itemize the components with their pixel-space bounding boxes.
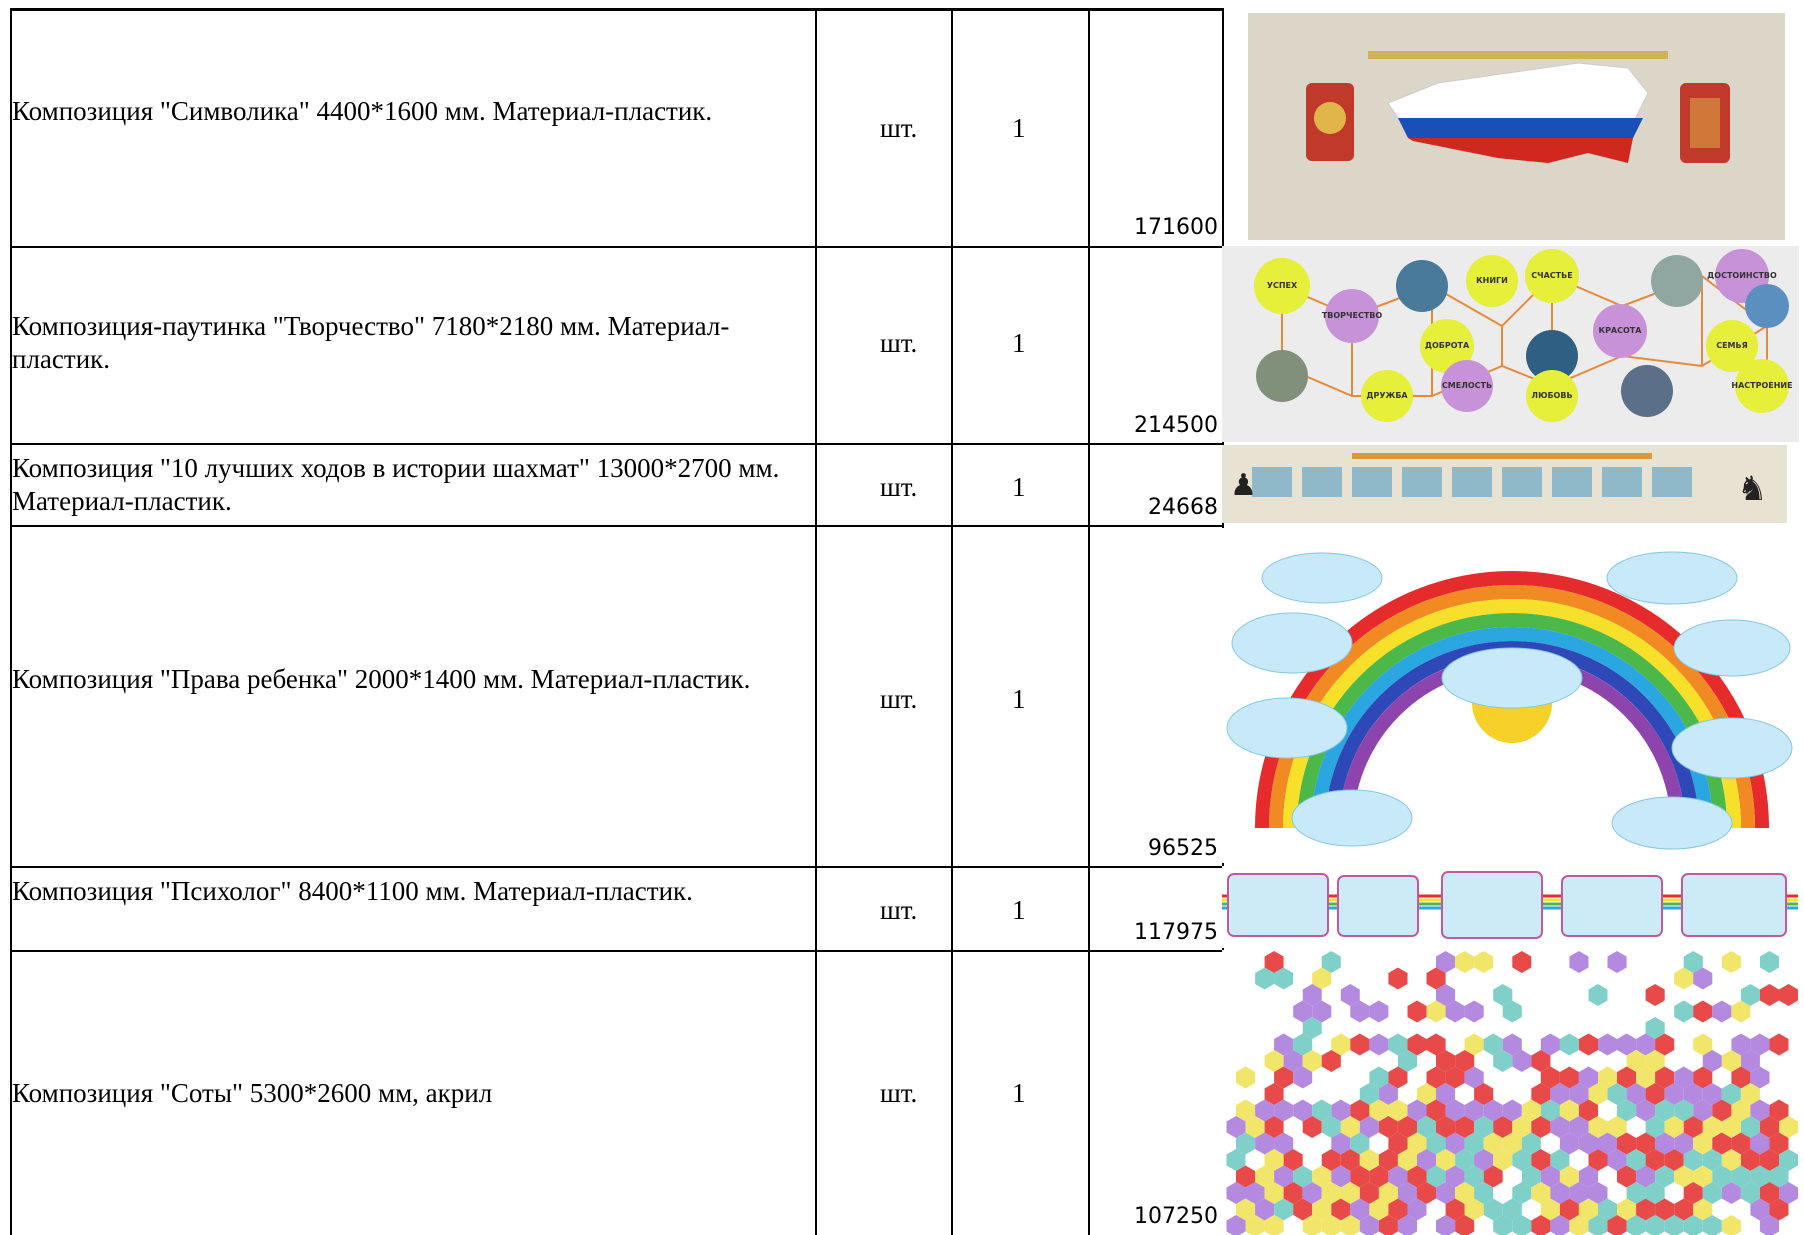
hexagon-tile [1369,1034,1388,1056]
table-row-6-name: Композиция "Соты" 5300*2600 мм, акрил [12,1078,493,1108]
table-row-6-price: 107250 [1134,1204,1218,1229]
row-divider [10,866,1224,868]
table-row-2-price: 214500 [1134,413,1218,438]
psychologist-image [1222,866,1798,948]
table-row-2-unit: шт. [880,328,918,358]
svg-text:ТВОРЧЕСТВО: ТВОРЧЕСТВО [1321,311,1383,320]
hexagon-tile [1388,968,1407,990]
hexagon-tile [1598,1034,1617,1056]
hexagon-tile [1579,1034,1598,1056]
table-row-1-unit: шт. [880,113,918,143]
hexagon-tile [1760,984,1779,1006]
table-row-1-price: 171600 [1134,215,1218,240]
row-divider [10,950,1224,952]
svg-text:ДОСТОИНСТВО: ДОСТОИНСТВО [1707,271,1777,280]
row-divider [10,443,1224,445]
hexagon-tile [1560,1034,1579,1056]
table-row-4-qty: 1 [1012,684,1026,714]
hexagon-tile [1236,1067,1255,1089]
column-divider [815,8,817,1235]
hexagon-tile [1722,1215,1741,1235]
web-composition-image [1222,246,1799,442]
svg-text:СМЕЛОСТЬ: СМЕЛОСТЬ [1441,381,1493,390]
table-row-3-unit: шт. [880,472,918,502]
hexagon-tile [1760,951,1779,973]
table-row-5-unit: шт. [880,895,918,925]
row-divider [10,246,1224,248]
hexagon-tile [1569,951,1588,973]
hexagon-tile [1646,984,1665,1006]
label-uspekh: УСПЕХ [1266,281,1298,290]
table-row-5-price: 117975 [1134,920,1218,945]
child-rights-rainbow-image [1222,528,1798,863]
svg-text:♞: ♞ [1737,469,1768,509]
hexagon-tile [1350,1034,1369,1056]
hexagon-tile [1474,951,1493,973]
hexagon-tile [1455,951,1474,973]
table-row-5-name: Композиция "Психолог" 8400*1100 мм. Материал-пластик. [12,876,693,906]
svg-text:КНИГИ: КНИГИ [1476,276,1508,285]
hexagon-tile [1408,1001,1427,1023]
table-row-3-qty: 1 [1012,472,1026,502]
table-row-6-unit: шт. [880,1078,918,1108]
svg-text:ЛЮБОВЬ: ЛЮБОВЬ [1531,391,1573,400]
svg-text:СЕМЬЯ: СЕМЬЯ [1716,341,1748,350]
row-divider [10,8,1224,11]
hexagon-tile [1779,984,1798,1006]
hexagon-tile [1722,951,1741,973]
hexagon-tile [1770,1034,1789,1056]
column-divider [951,8,953,1235]
svg-text:НАСТРОЕНИЕ: НАСТРОЕНИЕ [1731,381,1793,390]
table-row-5-qty: 1 [1012,895,1026,925]
table-row-4-unit: шт. [880,684,918,714]
table-row-3-name: Композиция "10 лучших ходов в истории шахмат" 13000*2700 мм. Материал-пластик. [12,453,780,516]
hexagon-tile [1465,1001,1484,1023]
svg-text:КРАСОТА: КРАСОТА [1598,326,1642,335]
hexagon-tile [1369,1001,1388,1023]
svg-text:ДОБРОТА: ДОБРОТА [1424,341,1470,350]
honeycomb-image [1222,950,1804,1235]
svg-text:♟: ♟ [1230,468,1257,503]
table-row-2-name: Композиция-паутинка "Творчество" 7180*2180 мм. Материал-пластик. [12,311,730,374]
column-divider [1088,8,1090,1235]
hexagon-tile [1608,951,1627,973]
hexagon-tile [1512,951,1531,973]
russian-state-symbols-image [1248,13,1785,240]
table-row-3-price: 24668 [1148,495,1218,520]
table-border-left [10,8,12,1235]
table-row-2-qty: 1 [1012,328,1026,358]
svg-text:ДРУЖБА: ДРУЖБА [1366,391,1408,400]
table-row-4-name: Композиция "Права ребенка" 2000*1400 мм. Материал-пластик. [12,664,751,694]
hexagon-tile [1712,1001,1731,1023]
hexagon-tile [1589,984,1608,1006]
chess-moves-image [1222,445,1787,523]
row-divider [10,525,1224,527]
svg-text:СЧАСТЬЕ: СЧАСТЬЕ [1531,271,1573,280]
table-row-6-qty: 1 [1012,1078,1026,1108]
table-row-1-qty: 1 [1012,113,1026,143]
table-row-4-price: 96525 [1148,836,1218,861]
hexagon-tile [1674,1001,1693,1023]
hexagon-tile [1693,1001,1712,1023]
table-row-1-name: Композиция "Символика" 4400*1600 мм. Материал-пластик. [12,96,713,126]
